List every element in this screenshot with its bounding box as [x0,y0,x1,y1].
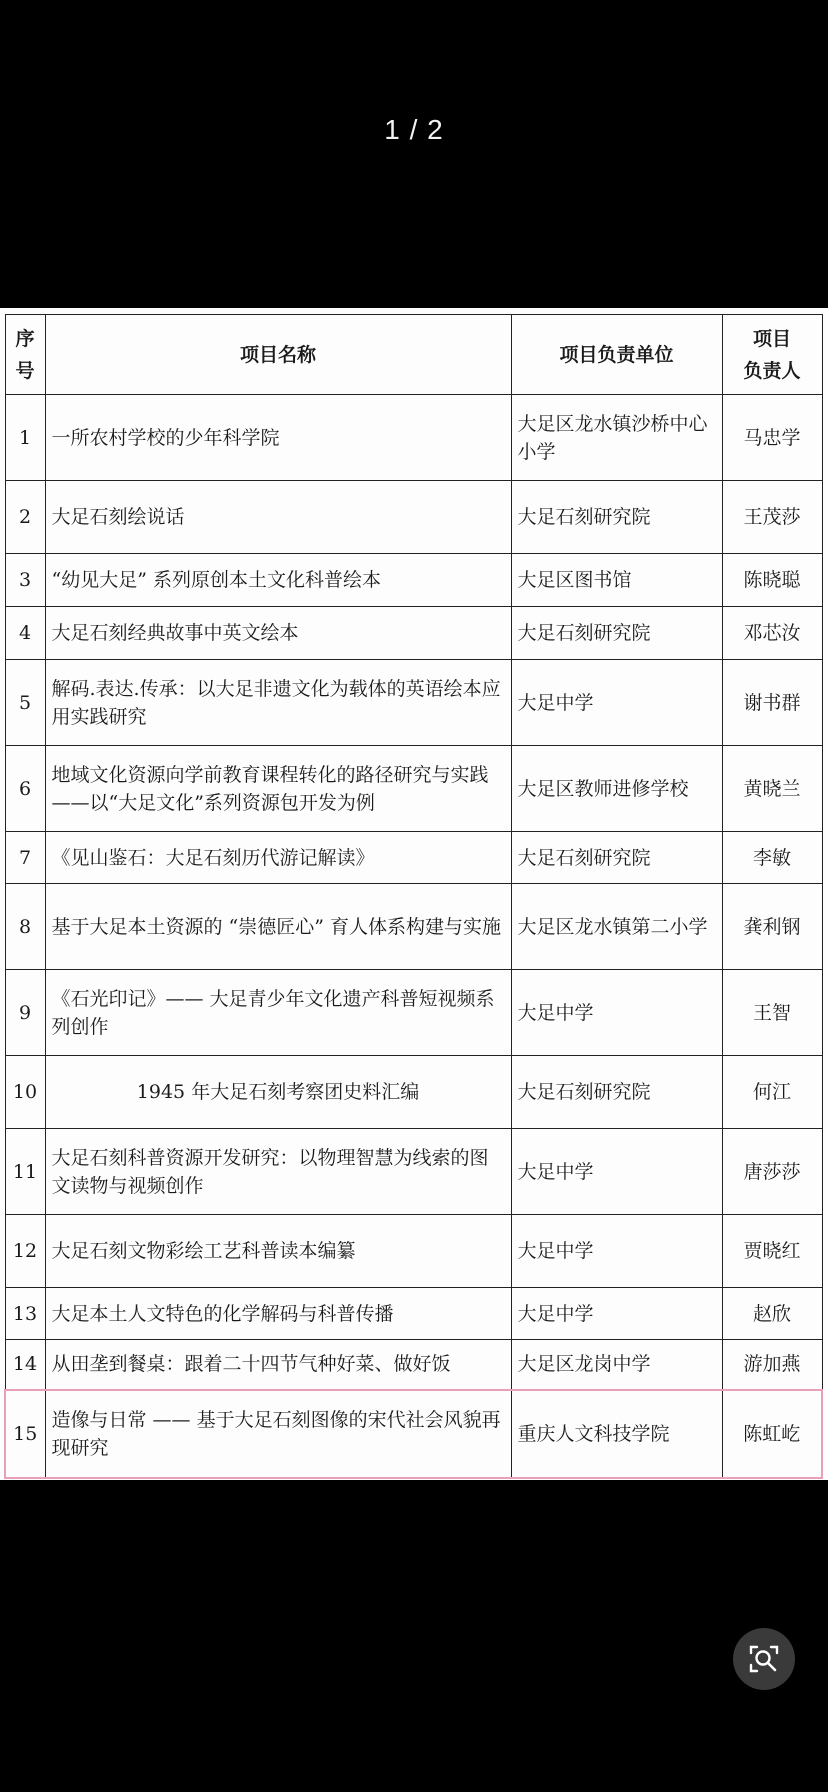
header-person [722,315,822,395]
row-unit: 大足中学 [511,1288,722,1340]
row-person: 谢书群 [722,660,822,746]
row-project-name: 基于大足本土资源的 “崇德匠心” 育人体系构建与实施 [45,884,511,970]
row-num: 2 [5,481,45,554]
page-counter: 1 / 2 [384,114,444,145]
row-unit: 大足中学 [511,660,722,746]
table-row [5,884,822,970]
row-person: 赵欣 [722,1288,822,1340]
row-project-name: 一所农村学校的少年科学院 [45,395,511,481]
row-person: 何江 [722,1056,822,1129]
table-row [5,554,822,607]
image-search-icon [747,1642,781,1676]
row-num: 7 [5,832,45,884]
row-unit: 大足区龙岗中学 [511,1340,722,1390]
table-row [5,1288,822,1340]
row-project-name: 《石光印记》—— 大足青少年文化遗产科普短视频系列创作 [45,970,511,1056]
table-row [5,1129,822,1215]
header-num [5,315,45,395]
row-num: 5 [5,660,45,746]
table-row [5,1056,822,1129]
row-person: 李敏 [722,832,822,884]
row-unit: 大足石刻研究院 [511,481,722,554]
projects-table [4,314,823,1479]
row-project-name: 大足石刻经典故事中英文绘本 [45,607,511,660]
row-unit: 大足区龙水镇第二小学 [511,884,722,970]
row-project-name: 大足石刻文物彩绘工艺科普读本编纂 [45,1215,511,1288]
row-num: 8 [5,884,45,970]
row-project-name: 从田垄到餐桌：跟着二十四节气种好菜、做好饭 [45,1340,511,1390]
row-num: 1 [5,395,45,481]
row-unit: 大足中学 [511,1129,722,1215]
image-search-button[interactable] [733,1628,795,1690]
row-num: 9 [5,970,45,1056]
row-num: 13 [5,1288,45,1340]
table-row [5,1215,822,1288]
row-project-name: 《见山鉴石：大足石刻历代游记解读》 [45,832,511,884]
row-num: 15 [5,1390,45,1478]
row-person: 邓芯汝 [722,607,822,660]
row-unit: 大足中学 [511,1215,722,1288]
row-project-name: 大足石刻科普资源开发研究：以物理智慧为线索的图文读物与视频创作 [45,1129,511,1215]
table-header-row [5,315,822,395]
header-num-line1: 序 [15,327,35,350]
row-person: 龚利钢 [722,884,822,970]
row-unit: 大足石刻研究院 [511,832,722,884]
row-num: 4 [5,607,45,660]
table-row [5,746,822,832]
row-person: 黄晓兰 [722,746,822,832]
row-person: 贾晓红 [722,1215,822,1288]
row-project-name: 造像与日常 —— 基于大足石刻图像的宋代社会风貌再现研究 [45,1390,511,1478]
row-person: 游加燕 [722,1340,822,1390]
row-num: 14 [5,1340,45,1390]
row-project-name: 大足本土人文特色的化学解码与科普传播 [45,1288,511,1340]
row-project-name: 1945 年大足石刻考察团史料汇编 [45,1056,511,1129]
row-num: 10 [5,1056,45,1129]
row-num: 11 [5,1129,45,1215]
row-person: 陈虹屹 [722,1390,822,1478]
row-unit: 大足石刻研究院 [511,1056,722,1129]
row-unit: 大足区教师进修学校 [511,746,722,832]
header-name: 项目名称 [45,315,511,395]
table-row [5,1340,822,1390]
row-num: 3 [5,554,45,607]
header-person-line2: 负责人 [743,359,801,382]
row-unit: 大足区图书馆 [511,554,722,607]
row-person: 唐莎莎 [722,1129,822,1215]
header-num-line2: 号 [15,359,35,382]
row-person: 马忠学 [722,395,822,481]
row-project-name: 地域文化资源向学前教育课程转化的路径研究与实践 ——以“大足文化”系列资源包开发为例 [45,746,511,832]
table-row [5,832,822,884]
row-num: 12 [5,1215,45,1288]
row-num: 6 [5,746,45,832]
table-row [5,660,822,746]
header-person-line1: 项目 [752,327,791,350]
row-unit: 大足中学 [511,970,722,1056]
row-unit: 大足区龙水镇沙桥中心小学 [511,395,722,481]
row-unit: 重庆人文科技学院 [511,1390,722,1478]
table-row [5,607,822,660]
row-unit: 大足石刻研究院 [511,607,722,660]
row-project-name: “幼见大足” 系列原创本土文化科普绘本 [45,554,511,607]
row-person: 王智 [722,970,822,1056]
table-row-highlighted [5,1390,822,1478]
table-row [5,970,822,1056]
document-image[interactable] [0,308,828,1480]
row-project-name: 大足石刻绘说话 [45,481,511,554]
row-person: 陈晓聪 [722,554,822,607]
table-row [5,481,822,554]
row-project-name: 解码.表达.传承：以大足非遗文化为载体的英语绘本应用实践研究 [45,660,511,746]
table-row [5,395,822,481]
row-person: 王茂莎 [722,481,822,554]
header-unit: 项目负责单位 [511,315,722,395]
